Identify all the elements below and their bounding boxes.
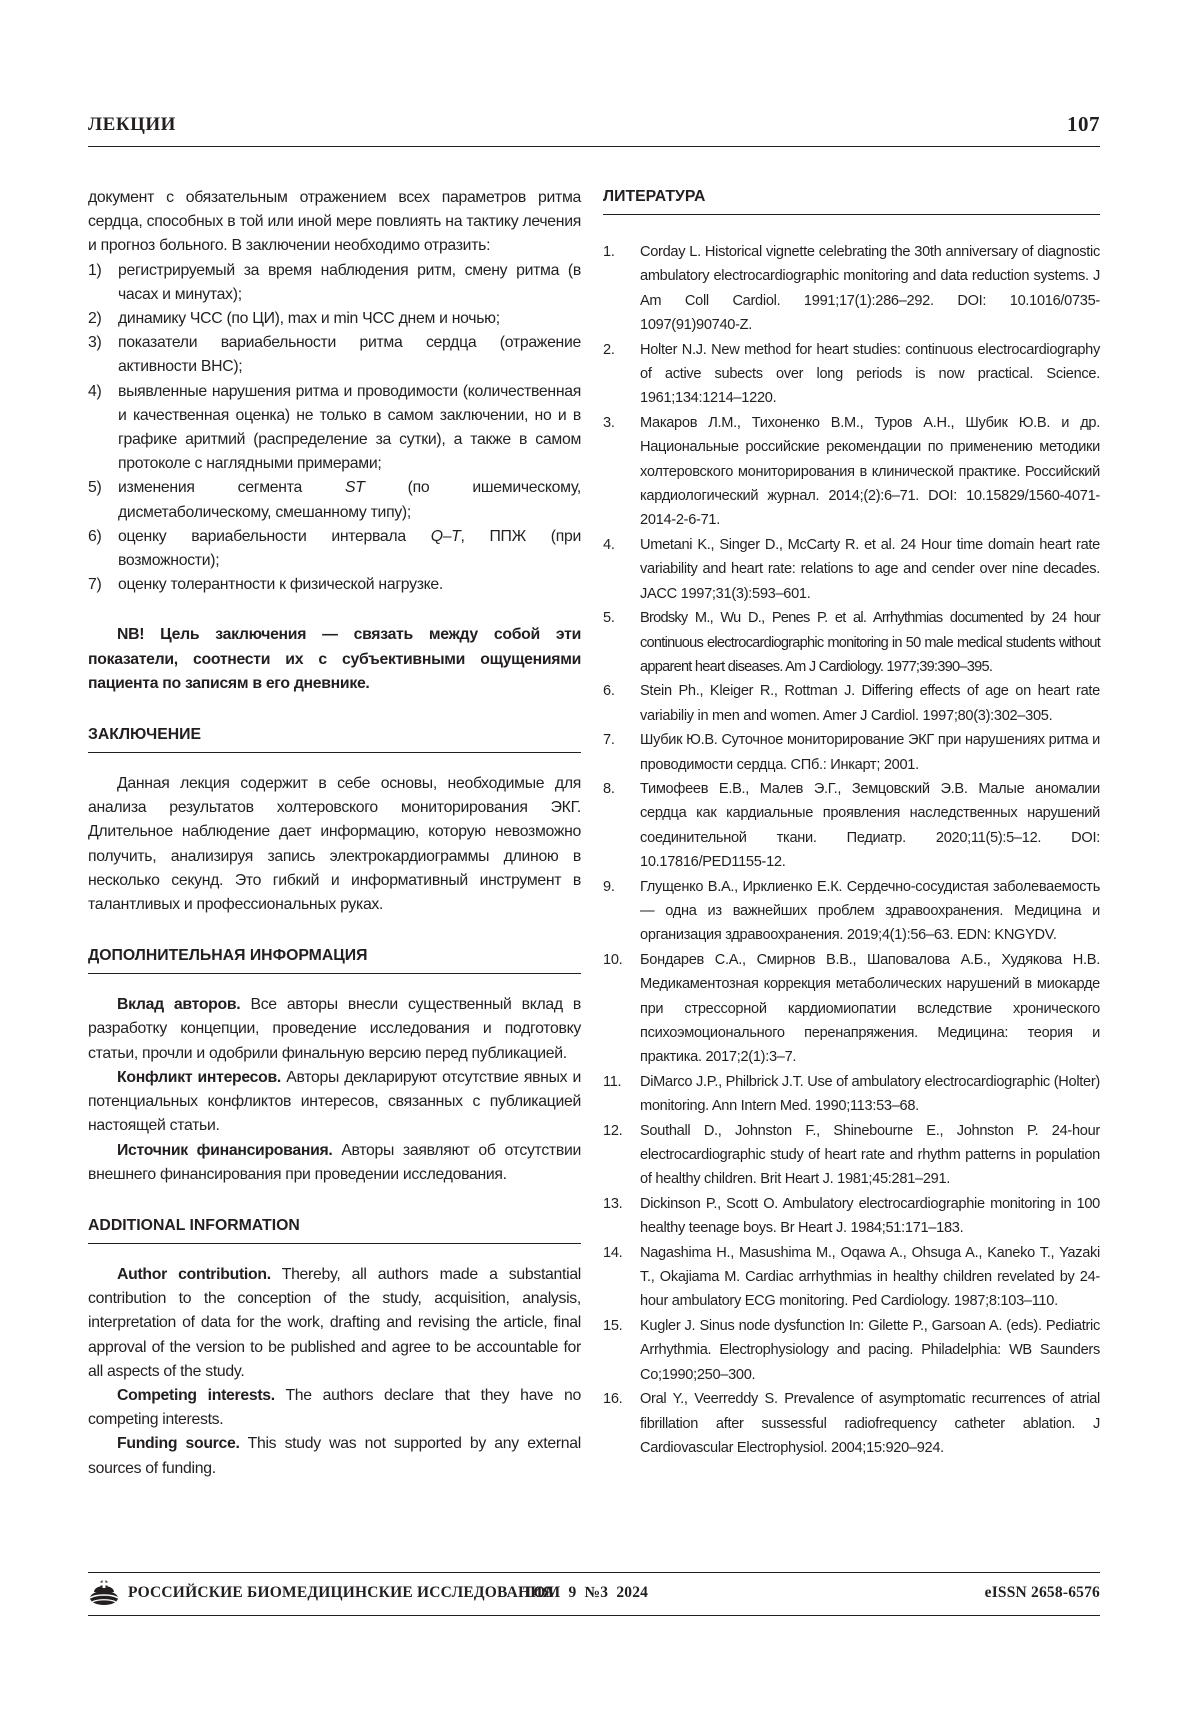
list-item [88, 307, 581, 331]
reference-number: 9. [603, 878, 615, 895]
journal-name: РОССИЙСКИЕ БИОМЕДИЦИНСКИЕ ИССЛЕДОВАНИЯ [128, 1584, 554, 1601]
reference-item [603, 533, 1100, 606]
competing-interests-en: Competing interests. The authors declare that they have no competing interests. [88, 1386, 581, 1429]
reference-number: 16. [603, 1391, 623, 1408]
reference-number: 4. [603, 536, 615, 553]
reference-number: 14. [603, 1244, 623, 1261]
issue-info: ТОМ 9 №3 2024 [523, 1584, 649, 1601]
reference-number: 13. [603, 1195, 623, 1212]
reference-text: Stein Ph., Kleiger R., Rottman J. Differing effects of age on heart rate variabiliy in men and women. Amer J Cardiol. 1997;80(3):302–305. [640, 683, 1100, 724]
list-item-number: 4) [88, 382, 102, 400]
reference-item [603, 338, 1100, 411]
funding-source-en: Funding source. This study was not supported by any external sources of funding. [88, 1435, 581, 1477]
reference-text: Глущенко В.А., Ирклиенко Е.К. Сердечно-сосудистая заболеваемость — одна из важнейших проблем здравоохранения. Медицина и организация здравоохранения. 2019;4(1):56–63. EDN: KNGYDV. [640, 878, 1100, 944]
conclusion-paragraph: Данная лекция содержит в себе основы, необходимые для анализа результатов холтеровского мониторирования ЭКГ. Длительное наблюдение дает информацию, которую невозможно получить, анализируя запись электрокардиограммы длиною в несколько секунд. Это гибкий и информативный инструмент в талантливых и профессиональных руках. [88, 775, 581, 914]
reference-number: 1. [603, 244, 615, 260]
additional-info-ru-heading: ДОПОЛНИТЕЛЬНАЯ ИНФОРМАЦИЯ [88, 945, 581, 974]
reference-number: 5. [603, 610, 615, 627]
list-item [88, 259, 581, 307]
running-footer [88, 1572, 1100, 1616]
list-item-number: 1) [88, 261, 102, 279]
list-item-text: показатели вариабельности ритма сердца (отражение активности ВНС); [118, 334, 581, 376]
reference-text: Holter N.J. New method for heart studies: continuous electrocardiography of active subects over long periods is now practical. Science. 1961;134:1214–1220. [640, 341, 1100, 407]
reference-text: Бондарев С.А., Смирнов В.В., Шаповалова А.Б., Худякова Н.В. Медикаментозная коррекция метаболических нарушений в миокарде при стрессорной кардиомиопатии вследствие хронического психоэмоционального перенапряжения. Медицина: теория и практика. 2017;2(1):3–7. [640, 951, 1100, 1066]
nb-note: NB! Цель заключения — связать между собой эти показатели, соотнести их с субъективными ощущениями пациента по записям в его дневнике. [88, 626, 581, 692]
funding-source-ru: Источник финансирования. Авторы заявляют об отсутствии внешнего финансирования при проведении исследования. [88, 1141, 581, 1183]
list-item [88, 573, 581, 597]
reference-number: 6. [603, 683, 615, 700]
references-list [603, 240, 1100, 1460]
list-item-number: 6) [88, 527, 102, 545]
reference-number: 2. [603, 341, 615, 358]
list-item-number: 7) [88, 576, 102, 594]
reference-text: Nagashima H., Masushima M., Oqawa A., Ohsuga A., Kaneko T., Yazaki T., Okajiama M. Cardiac arrhythmias in healthy children revelated by 24-hour ambulatory ECG monitoring. Ped Cardiology. 1987;8:103–110. [640, 1244, 1100, 1310]
reference-number: 8. [603, 780, 615, 797]
reference-text: Шубик Ю.В. Суточное мониторирование ЭКГ при нарушениях ритма и проводимости сердца. СПб.: Инкарт; 2001. [640, 732, 1100, 773]
author-contribution-ru: Вклад авторов. Все авторы внесли существенный вклад в разработку концепции, проведение исследования и подготовку статьи, прочли и одобрили финальную версию перед публикацией. [88, 996, 581, 1062]
reference-item [603, 1070, 1100, 1119]
list-item [88, 525, 581, 573]
reference-text: Corday L. Historical vignette celebrating the 30th anniversary of diagnostic ambulatory electrocardiographic monitoring and data reduction systems. J Am Coll Cardiol. 1991;17(1):286–292. DOI: 10.1016/0735-1097(91)90740-Z. [640, 244, 1100, 334]
intro-paragraph: документ с обязательным отражением всех параметров ритма сердца, способных в той или иной мере повлиять на тактику лечения и прогноз больного. В заключении необходимо отразить: [88, 189, 581, 255]
list-item [88, 331, 581, 379]
reference-item [603, 875, 1100, 948]
reference-text: Brodsky M., Wu D., Penes P. et al. Arrhythmias documented by 24 hour continuous electrocardiographic monitoring in 50 male medical students without apparent heart diseases. Am J Cardiology. 1977;39:390–395. [640, 610, 1100, 675]
reference-item [603, 411, 1100, 533]
running-header [88, 112, 1100, 147]
author-contribution-en: Author contribution. Thereby, all authors made a substantial contribution to the conception of the study, acquisition, analysis, interpretation of data for the work, drafting and revising the article, final approval of the version to be published and agree to be accountable for all aspects of the study. [88, 1265, 582, 1380]
reference-item [603, 679, 1100, 728]
reference-item [603, 1241, 1100, 1314]
conclusion-items-list [88, 259, 581, 598]
left-column [88, 186, 581, 1481]
reference-text: Kugler J. Sinus node dysfunction In: Gilette P., Garsoan A. (eds). Pediatric Arrhythmia. Electrophysiology and pacing. Philadelphia: WB Saunders Co;1990;250–300. [640, 1317, 1100, 1383]
reference-number: 15. [603, 1317, 623, 1334]
list-item-number: 3) [88, 334, 102, 352]
list-item-text: выявленные нарушения ритма и проводимости (количественная и качественная оценка) не только в самом заключении, но и в графике аритмий (распределение за сутки), а также в самом протоколе с наглядными примерами; [118, 382, 581, 473]
reference-text: DiMarco J.P., Philbrick J.T. Use of ambulatory electrocardiographic (Holter) monitoring. Ann Intern Med. 1990;113:53–68. [640, 1073, 1100, 1115]
reference-item [603, 728, 1100, 777]
reference-item [603, 240, 1100, 338]
list-item-text: регистрируемый за время наблюдения ритм, смену ритма (в часах и минутах); [118, 261, 581, 303]
qt-interval-term: Q–T [430, 527, 461, 545]
reference-text: Umetani K., Singer D., McCarty R. et al. 24 Hour time domain heart rate variability and heart rate: relations to age and cender over nine decades. JACC 1997;31(3):593–601. [640, 536, 1100, 602]
list-item-number: 2) [88, 310, 102, 328]
reference-item [603, 1119, 1100, 1192]
reference-item [603, 1192, 1100, 1241]
reference-number: 10. [603, 951, 623, 968]
references-heading: ЛИТЕРАТУРА [603, 186, 1100, 215]
reference-item [603, 1314, 1100, 1387]
eissn: eISSN 2658-6576 [984, 1584, 1100, 1601]
list-item-text: динамику ЧСС (по ЦИ), max и min ЧСС днем и ночью; [118, 310, 500, 328]
reference-text: Dickinson P., Scott O. Ambulatory electrocardiographie monitoring in 100 healthy teenage boys. Br Heart J. 1984;51:171–183. [640, 1195, 1100, 1237]
list-item-text: оценку толерантности к физической нагрузке. [118, 576, 443, 594]
list-item-number: 5) [88, 479, 102, 497]
reference-number: 12. [603, 1122, 623, 1139]
reference-item [603, 606, 1100, 679]
reference-text: Oral Y., Veerreddy S. Prevalence of asymptomatic recurrences of atrial fibrillation after sussessful radiofrequency catheter ablation. J Cardiovascular Electrophysiol. 2004;15:920–924. [640, 1391, 1100, 1456]
reference-item [603, 1387, 1100, 1460]
list-item [88, 476, 581, 524]
reference-item [603, 948, 1100, 1070]
reference-number: 3. [603, 414, 615, 431]
list-item-text: оценку вариабельности интервала Q–T, ППЖ (при возможности); [118, 527, 581, 570]
additional-info-en-heading: ADDITIONAL INFORMATION [88, 1215, 581, 1244]
reference-number: 11. [603, 1073, 622, 1090]
st-segment-term: ST [345, 479, 365, 497]
references-column [603, 186, 1100, 1460]
page-number: 107 [1067, 112, 1100, 136]
list-item-text: изменения сегмента ST (по ишемическому, дисметаболическому, смешанному типу); [118, 479, 582, 521]
reference-text: Southall D., Johnston F., Shinebourne E., Johnston P. 24-hour electrocardiographic study of heart rate and rhythm patterns in population of healthy children. Brit Heart J. 1981;45:281–291. [640, 1122, 1100, 1188]
reference-item [603, 777, 1100, 875]
conclusion-heading: ЗАКЛЮЧЕНИЕ [88, 724, 581, 753]
reference-text: Макаров Л.М., Тихоненко В.М., Туров А.Н., Шубик Ю.В. и др. Национальные российские рекомендации по применению методики холтеровского мониторирования в клинической практике. Российский кардиологический журнал. 2014;(2):6–71. DOI: 10.15829/1560-4071-2014-2-6-71. [640, 414, 1100, 529]
journal-emblem-icon [88, 1578, 120, 1608]
reference-number: 7. [603, 732, 615, 749]
section-title: ЛЕКЦИИ [88, 114, 176, 135]
conflict-of-interest-ru: Конфликт интересов. Авторы декларируют отсутствие явных и потенциальных конфликтов интересов, связанных с публикацией настоящей статьи. [88, 1068, 581, 1135]
list-item [88, 380, 581, 477]
reference-text: Тимофеев Е.В., Малев Э.Г., Земцовский Э.В. Малые аномалии сердца как кардиальные проявления наследственных нарушений соединительной ткани. Педиатр. 2020;11(5):5–12. DOI: 10.17816/PED1155-12. [640, 780, 1100, 871]
